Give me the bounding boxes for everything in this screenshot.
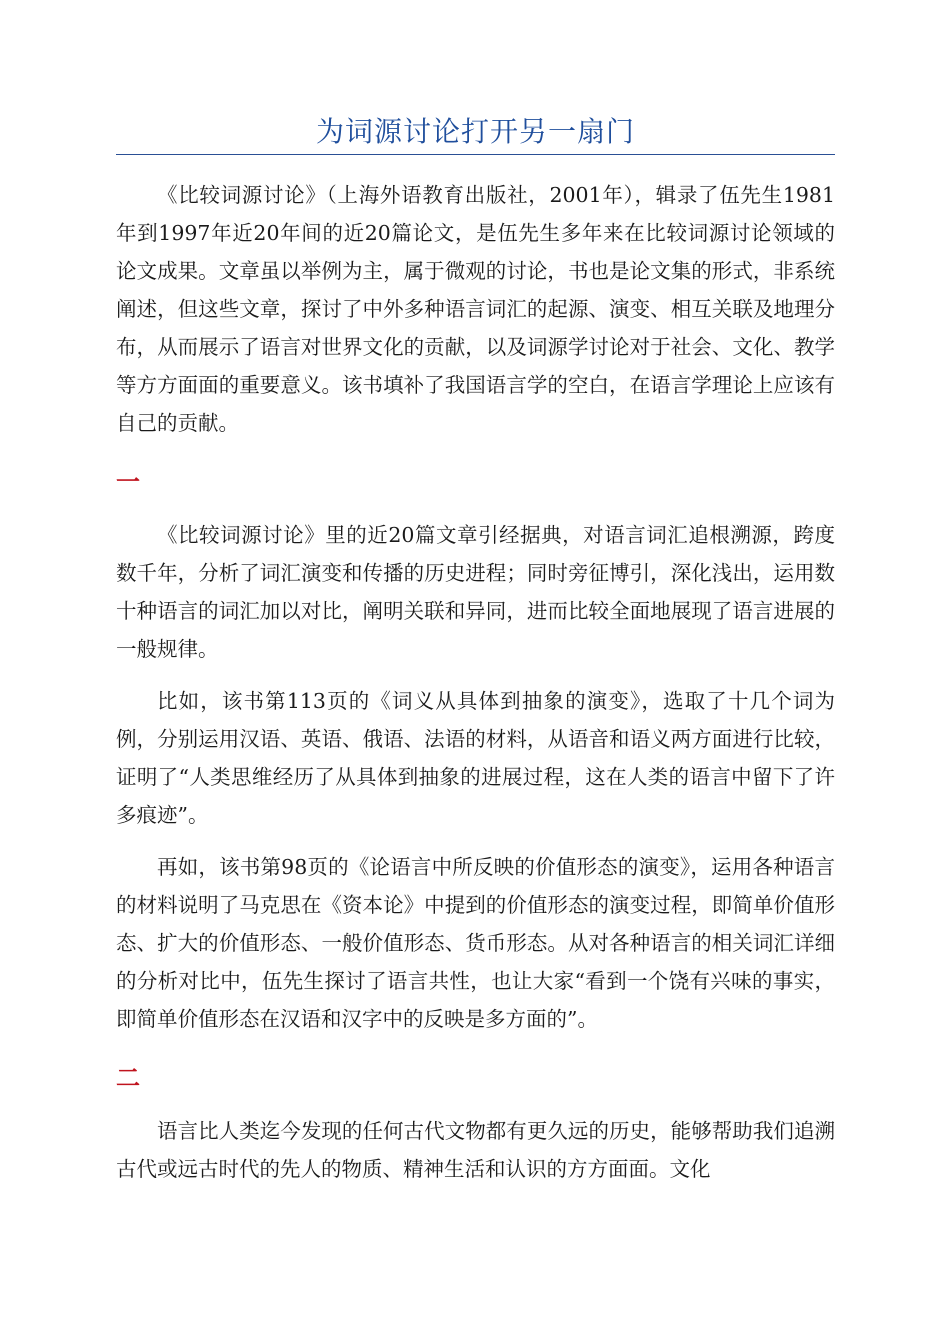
section-heading-2: 二 <box>116 1063 140 1092</box>
document-title: 为词源讨论打开另一扇门 <box>315 115 635 148</box>
section-1-paragraph-1: 《比较词源讨论》里的近20篇文章引经据典，对语言词汇追根溯源，跨度数千年，分析了词汇演变和传播的历史进程；同时旁征博引，深化浅出，运用数十种语言的词汇加以对比，阐明关联和异同，进而比较全面地展现了语言进展的一般规律。 <box>116 523 835 661</box>
section-2-paragraph-1: 语言比人类迄今发现的任何古代文物都有更久远的历史，能够帮助我们追溯古代或远古时代的先人的物质、精神生活和认识的方方面面。文化 <box>116 1119 835 1181</box>
document-body <box>116 176 835 1188</box>
title-underline <box>116 154 835 155</box>
intro-paragraph: 《比较词源讨论》（上海外语教育出版社，2001年），辑录了伍先生1981年到1997年近20年间的近20篇论文，是伍先生多年来在比较词源讨论领域的论文成果。文章虽以举例为主，属于微观的讨论，书也是论文集的形式，非系统阐述，但这些文章，探讨了中外多种语言词汇的起源、演变、相互关联及地理分布，从而展示了语言对世界文化的贡献，以及词源学讨论对于社会、文化、教学等方方面面的重要意义。该书填补了我国语言学的空白，在语言学理论上应该有自己的贡献。 <box>116 183 835 435</box>
section-1-paragraph-2: 比如，该书第113页的《词义从具体到抽象的演变》，选取了十几个词为例，分别运用汉语、英语、俄语、法语的材料，从语音和语义两方面进行比较，证明了“人类思维经历了从具体到抽象的进展过程，这在人类的语言中留下了许多痕迹”。 <box>116 689 835 827</box>
section-1-paragraph-3: 再如，该书第98页的《论语言中所反映的价值形态的演变》，运用各种语言的材料说明了马克思在《资本论》中提到的价值形态的演变过程，即简单价值形态、扩大的价值形态、一般价值形态、货币形态。从对各种语言的相关词汇详细的分析对比中，伍先生探讨了语言共性，也让大家“看到一个饶有兴味的事实，即简单价值形态在汉语和汉字中的反映是多方面的”。 <box>116 855 835 1031</box>
section-heading-1: 一 <box>116 467 140 496</box>
